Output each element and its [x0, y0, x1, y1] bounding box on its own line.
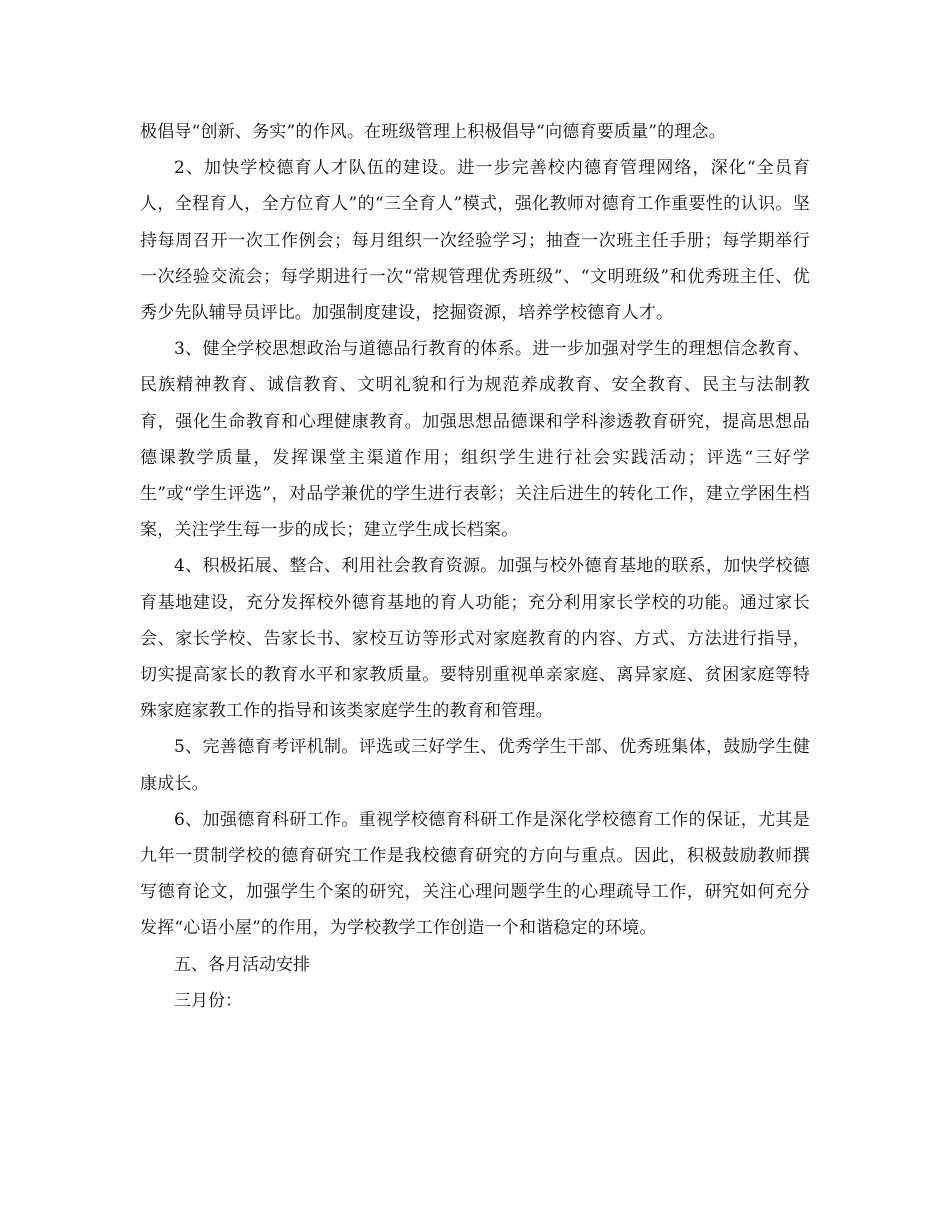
document-body [140, 114, 810, 1019]
continuation-paragraph: 极倡导“创新、务实”的作风。在班级管理上积极倡导“向德育要质量”的理念。 [140, 122, 726, 142]
paragraph-item-5: 5、完善德育考评机制。评选或三好学生、优秀学生干部、优秀班集体，鼓励学生健康成长。 [140, 737, 810, 794]
paragraph-item-6: 6、加强德育科研工作。重视学校德育科研工作是深化学校德育工作的保证，尤其是九年一贯制学校的德育研究工作是我校德育研究的方向与重点。因此，积极鼓励教师撰写德育论文，加强学生个案的研究，关注心理问题学生的心理疏导工作，研究如何充分发挥“心语小屋”的作用，为学校教学工作创造一个和谐稳定的环境。 [140, 809, 810, 939]
paragraph-item-2: 2、加快学校德育人才队伍的建设。进一步完善校内德育管理网络，深化“全员育人，全程育人，全方位育人”的“三全育人”模式，强化教师对德育工作重要性的认识。坚持每周召开一次工作例会；每月组织一次经验学习；抽查一次班主任手册；每学期举行一次经验交流会；每学期进行一次“常规管理优秀班级”、“文明班级”和优秀班主任、优秀少先队辅导员评比。加强制度建设，挖掘资源，培养学校德育人才。 [140, 158, 810, 324]
paragraph-item-3: 3、健全学校思想政治与道德品行教育的体系。进一步加强对学生的理想信念教育、民族精神教育、诚信教育、文明礼貌和行为规范养成教育、安全教育、民主与法制教育，强化生命教育和心理健康教育。加强思想品德课和学科渗透教育研究，提高思想品德课教学质量，发挥课堂主渠道作用；组织学生进行社会实践活动；评选“三好学生”或“学生评选”，对品学兼优的学生进行表彰；关注后进生的转化工作，建立学困生档案，关注学生每一步的成长；建立学生成长档案。 [140, 339, 810, 541]
month-label: 三月份： [174, 990, 242, 1011]
section-heading: 五、各月活动安排 [174, 954, 310, 975]
paragraph-item-4: 4、积极拓展、整合、利用社会教育资源。加强与校外德育基地的联系，加快学校德育基地建设，充分发挥校外德育基地的育人功能；充分利用家长学校的功能。通过家长会、家长学校、告家长书、家校互访等形式对家庭教育的内容、方式、方法进行指导，切实提高家长的教育水平和家教质量。要特别重视单亲家庭、离异家庭、贫困家庭等特殊家庭家教工作的指导和该类家庭学生的教育和管理。 [140, 556, 810, 722]
